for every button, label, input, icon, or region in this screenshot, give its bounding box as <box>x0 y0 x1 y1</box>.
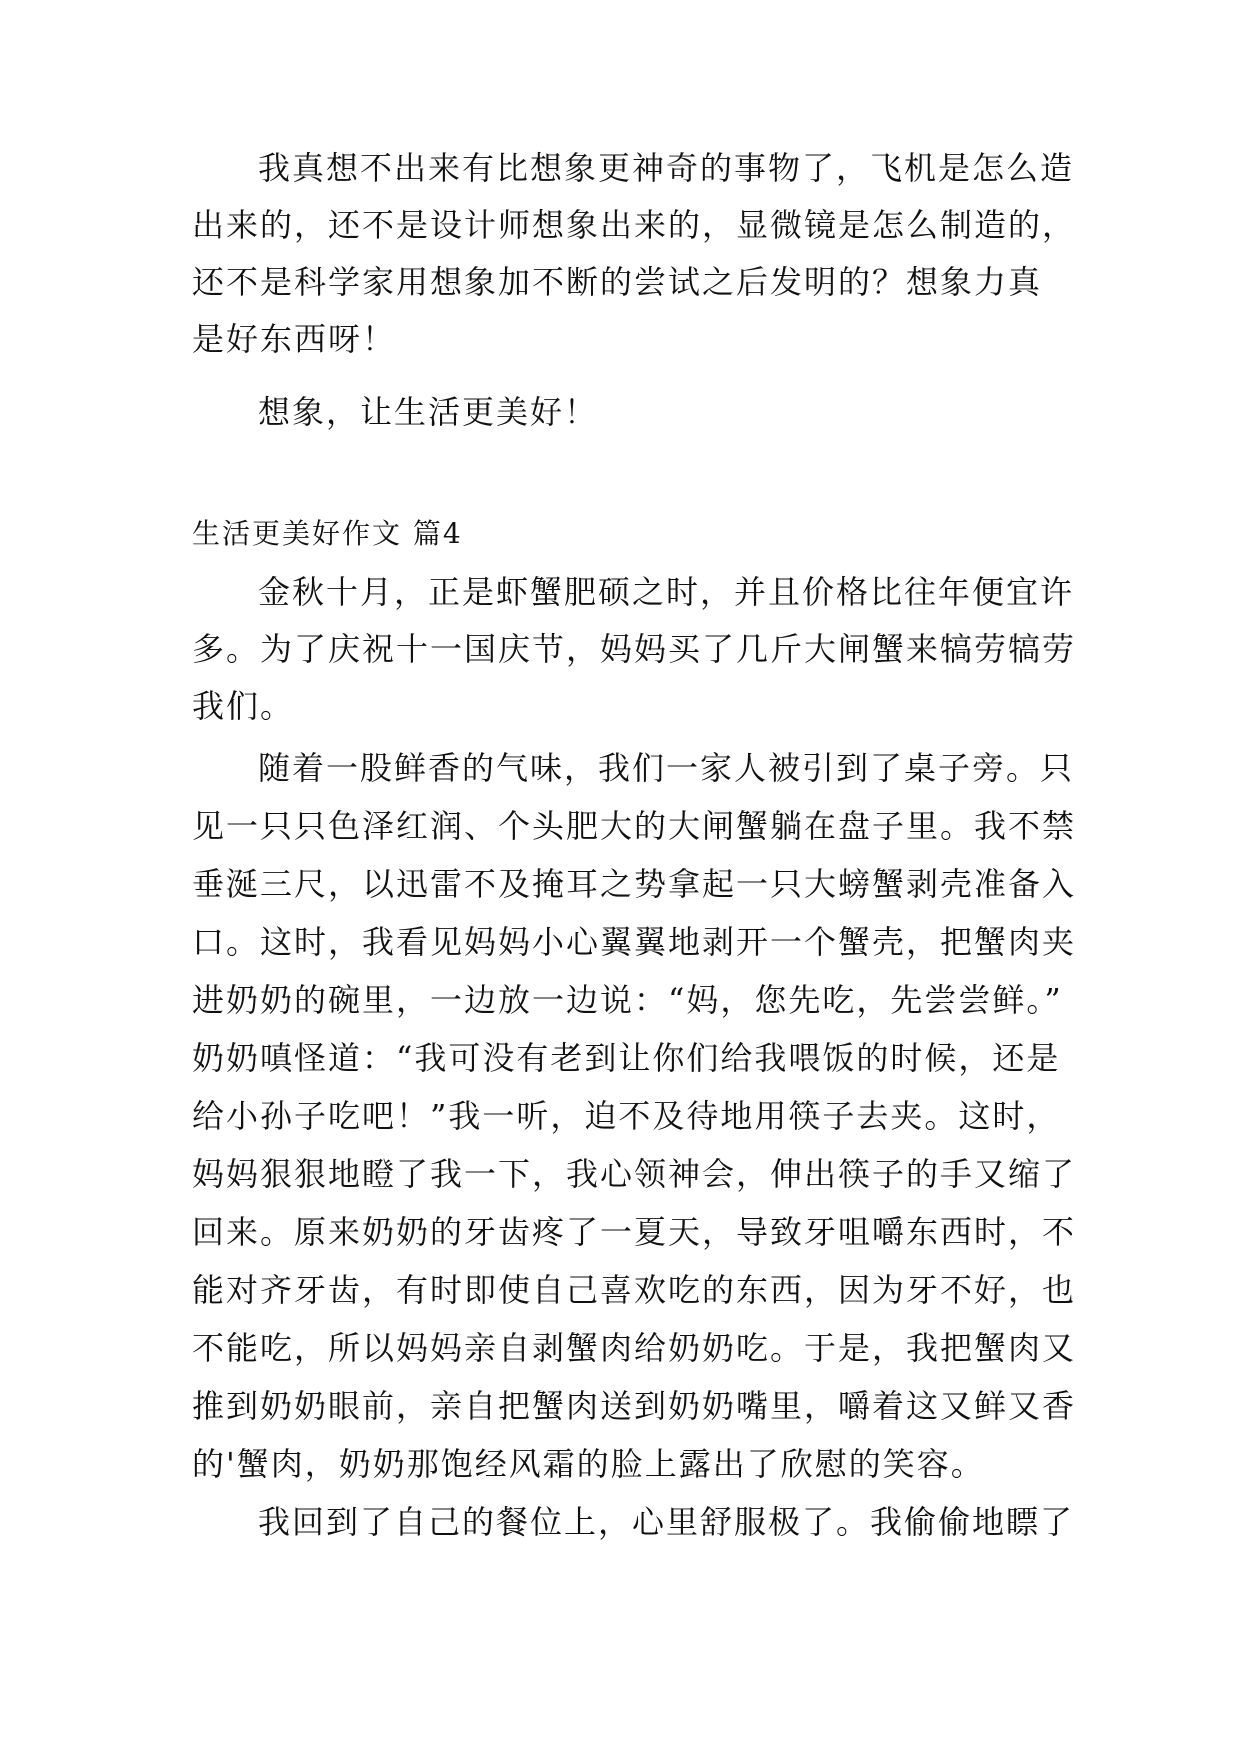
para1-line-2: 出来的，还不是设计师想象出来的，显微镜是怎么制造的， <box>192 206 1077 244</box>
para4-line-9: 回来。原来奶奶的牙齿疼了一夏天，导致牙咀嚼东西时，不 <box>192 1213 1077 1251</box>
para1-line-4: 是好东西呀！ <box>192 320 397 358</box>
para4-line-3: 垂涎三尺，以迅雷不及掩耳之势拿起一只大螃蟹剥壳准备入 <box>192 865 1077 903</box>
para3-line-2: 多。为了庆祝十一国庆节，妈妈买了几斤大闸蟹来犒劳犒劳 <box>192 630 1077 668</box>
para4-line-10: 能对齐牙齿，有时即使自己喜欢吃的东西，因为牙不好，也 <box>192 1271 1077 1309</box>
para2-line-1: 想象，让生活更美好！ <box>258 393 599 431</box>
para4-line-13: 的'蟹肉，奶奶那饱经风霜的脸上露出了欣慰的笑容。 <box>192 1445 985 1483</box>
para4-line-2: 见一只只色泽红润、个头肥大的大闸蟹躺在盘子里。我不禁 <box>192 807 1077 845</box>
para4-line-6: 奶奶嗔怪道：“我可没有老到让你们给我喂饭的时候，还是 <box>192 1039 1061 1077</box>
para1-line-3: 还不是科学家用想象加不断的尝试之后发明的？想象力真 <box>192 263 1043 301</box>
para3-line-1: 金秋十月，正是虾蟹肥硕之时，并且价格比往年便宜许 <box>258 573 1075 611</box>
para4-line-4: 口。这时，我看见妈妈小心翼翼地剥开一个蟹壳，把蟹肉夹 <box>192 923 1077 961</box>
para4-line-1: 随着一股鲜香的气味，我们一家人被引到了桌子旁。只 <box>258 749 1075 787</box>
para1-line-1: 我真想不出来有比想象更神奇的事物了，飞机是怎么造 <box>258 149 1075 187</box>
para4-line-5: 进奶奶的碗里，一边放一边说：“妈，您先吃，先尝尝鲜。” <box>192 981 1063 1019</box>
section-heading: 生活更美好作文 篇4 <box>192 517 463 550</box>
para4-line-7: 给小孙子吃吧！”我一听，迫不及待地用筷子去夹。这时， <box>192 1097 1061 1135</box>
para4-line-11: 不能吃，所以妈妈亲自剥蟹肉给奶奶吃。于是，我把蟹肉又 <box>192 1329 1077 1367</box>
para4-line-8: 妈妈狠狠地瞪了我一下，我心领神会，伸出筷子的手又缩了 <box>192 1155 1077 1193</box>
para4-line-12: 推到奶奶眼前，亲自把蟹肉送到奶奶嘴里，嚼着这又鲜又香 <box>192 1387 1077 1425</box>
para3-line-3: 我们。 <box>192 687 295 725</box>
para5-line-1: 我回到了自己的餐位上，心里舒服极了。我偷偷地瞟了 <box>258 1503 1075 1541</box>
